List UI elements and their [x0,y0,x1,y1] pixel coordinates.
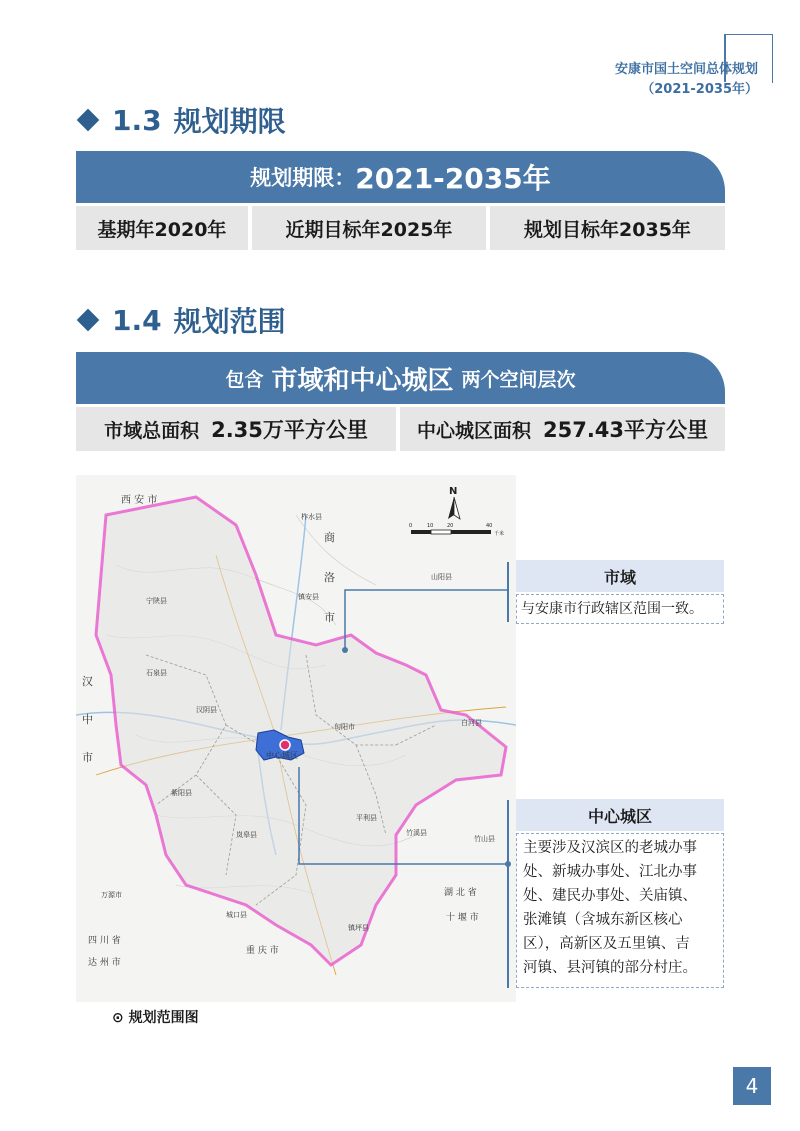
xian-label: 西 安 市 [121,495,158,506]
county-label: 汉阴县 [196,706,217,714]
callout-center-body [516,833,724,988]
callout-center-line: 河镇、县河镇的部分村庄。 [523,960,697,976]
shang-label: 商 [324,531,335,544]
callout-center-title: 中心城区 [516,799,724,831]
scale-tick: 20 [447,523,454,529]
section-title: 规划期限 [173,105,286,138]
callout-center-line: 处、建民办事处、关庙镇、 [523,888,697,904]
county-label: 万源市 [101,891,122,899]
base-year-cell: 基期年2020年 [76,206,248,250]
period-value: 2021-2035年 [355,162,551,195]
dazhou-label: 达 州 市 [88,958,121,968]
center-area-value: 257.43平方公里 [542,418,709,442]
county-label: 白河县 [461,719,482,727]
county-label: 镇安县 [298,593,319,601]
near-term-cell: 近期目标年2025年 [252,206,486,250]
section-title: 规划范围 [173,305,286,338]
callout-center-line: 区），高新区及五里镇、吉 [523,936,690,952]
county-label: 紫阳县 [171,789,192,797]
shiyan-label: 十 堰 市 [446,913,479,923]
section-number: 1.3 [112,103,162,137]
county-label: 岚皋县 [236,831,257,839]
county-label: 镇坪县 [348,924,369,932]
city-area-value: 2.35万平方公里 [211,418,368,442]
callout-city-body: 与安康市行政辖区范围一致。 [516,594,724,624]
shangluo-shi-label: 市 [324,611,335,624]
county-label: 旬阳市 [334,723,355,731]
county-label: 城口县 [226,911,247,919]
document-period: （2021-2035年） [641,82,758,97]
callout-center-line: 主要涉及汉滨区的老城办事 [523,840,697,856]
county-label: 山阳县 [431,573,452,581]
county-label: 平利县 [356,814,377,822]
county-label: 竹山县 [474,835,495,843]
city-area-label: 市域总面积 [104,419,200,442]
chongqing-label: 重 庆 市 [246,946,279,956]
north-label: N [449,486,458,497]
hubei-label: 湖 北 省 [444,888,477,898]
scope-key: 市域和中心城区 [271,365,454,396]
scale-tick: 40 [486,523,493,529]
scope-post: 两个空间层次 [461,368,576,391]
document-title: 安康市国土空间总体规划 [614,62,758,77]
hanzhong-shi-label: 市 [82,751,93,764]
section-number: 1.4 [112,303,162,337]
period-label: 规划期限： [250,166,356,190]
scale-tick: 0 [409,523,413,529]
callout-center-line: 张滩镇（含城东新区核心 [523,912,683,928]
scale-unit: 千米 [494,531,505,537]
target-year-cell: 规划目标年2035年 [490,206,725,250]
center-area-label: 中心城区面积 [416,419,531,442]
sichuan-label: 四 川 省 [88,936,121,946]
luo-label: 洛 [324,571,335,584]
page-number: 4 [733,1067,771,1105]
county-label: 竹溪县 [406,829,427,837]
han-label: 汉 [82,675,93,688]
callout-center-line: 处、新城办事处、江北办事 [523,864,697,880]
center-label: 中心城区 [266,751,298,760]
scale-tick: 10 [427,523,434,529]
county-label: 柞水县 [301,513,322,521]
zhong-label: 中 [82,713,93,726]
scope-pre: 包含 [225,368,264,391]
county-label: 宁陕县 [146,597,167,605]
county-label: 石泉县 [146,669,167,677]
callout-city-title: 市域 [516,560,724,592]
map-caption: ⊙ 规划范围图 [112,1010,199,1026]
